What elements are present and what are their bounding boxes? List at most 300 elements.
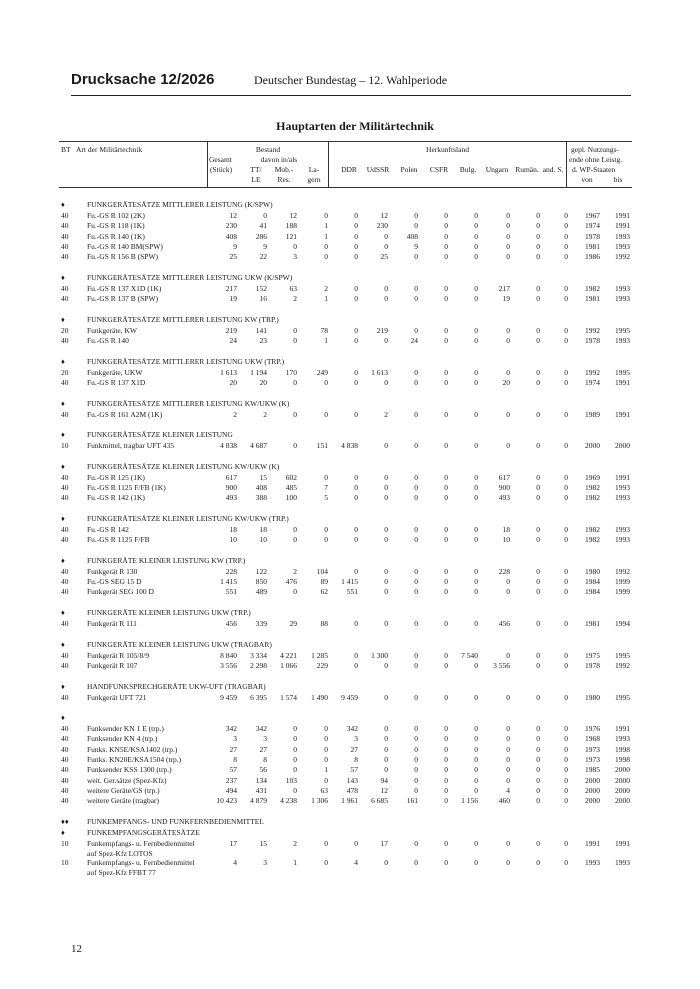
cell-ttle: 22 (259, 252, 267, 262)
cell-bis: 1992 (615, 566, 630, 576)
cell-ttle: 56 (259, 765, 267, 775)
cell-bt: 40 (61, 409, 69, 419)
cell-ttle: 3 (263, 734, 267, 744)
cell-ddr: 0 (354, 367, 358, 377)
cell-csfr: 0 (444, 535, 448, 545)
cell-and-s: 0 (564, 577, 568, 587)
cell-rumaen: 0 (536, 765, 540, 775)
cell-bt: 40 (61, 755, 69, 764)
cell-udssr: 2 (384, 409, 388, 419)
cell-udssr: 0 (384, 441, 388, 451)
cell-bis: 1993 (615, 483, 630, 492)
cell-and-s: 0 (564, 755, 568, 764)
col-ddr: DDR (341, 165, 357, 174)
cell-mob: 12 (289, 211, 297, 220)
section-heading: FUNKGERÄTE KLEINER LEISTUNG UKW (TRP.) (87, 608, 251, 617)
cell-gesamt: 24 (229, 336, 237, 345)
cell-ungarn: 0 (506, 577, 510, 587)
section-heading: FUNKGERÄTESÄTZE KLEINER LEISTUNG KW/UKW (K) (87, 461, 280, 471)
cell-polen: 24 (410, 336, 418, 345)
col-mob-2: Res. (277, 175, 291, 184)
cell-ddr: 0 (354, 838, 358, 848)
cell-bulg: 0 (474, 241, 478, 251)
cell-ddr: 0 (354, 336, 358, 345)
cell-gesamt: 230 (225, 221, 237, 231)
cell-bis: 1993 (615, 294, 630, 304)
cell-rumaen: 0 (536, 409, 540, 419)
cell-bulg: 0 (474, 619, 478, 628)
cell-udssr: 0 (384, 734, 388, 744)
cell-gesamt: 25 (229, 252, 237, 262)
cell-mob: 0 (293, 724, 297, 734)
cell-and-s: 0 (564, 294, 568, 304)
document-number: Drucksache 12/2026 (71, 71, 215, 88)
section-marker-icon: ♦ (61, 713, 65, 723)
cell-bt: 40 (61, 796, 69, 806)
cell-bulg: 0 (474, 660, 478, 670)
section-heading: FUNKGERÄTESÄTZE KLEINER LEISTUNG KW/UKW (TRP.) (87, 513, 289, 523)
cell-gesamt: 8 840 (220, 650, 237, 660)
cell-csfr: 0 (444, 483, 448, 492)
cell-and-s: 0 (564, 619, 568, 628)
cell-polen: 0 (414, 734, 418, 744)
cell-lagern: 249 (316, 367, 328, 377)
cell-lagern: 0 (324, 755, 328, 764)
cell-udssr: 0 (384, 577, 388, 587)
cell-bt: 40 (61, 483, 69, 492)
cell-ttle: 4 687 (250, 441, 267, 451)
cell-bulg: 0 (474, 535, 478, 545)
cell-bis: 1991 (615, 409, 630, 419)
cell-lagern: 1 490 (311, 692, 328, 702)
cell-von: 1974 (585, 377, 600, 387)
cell-csfr: 0 (444, 524, 448, 534)
cell-ungarn: 0 (506, 692, 510, 702)
cell-ttle: 339 (255, 619, 267, 628)
cell-and-s: 0 (564, 441, 568, 451)
section-heading: FUNKEMPFANGS- UND FUNKFERNBEDIENMITTEL (87, 816, 264, 826)
cell-bulg: 0 (474, 294, 478, 304)
cell-bulg: 0 (474, 785, 478, 795)
cell-ttle: 408 (255, 483, 267, 492)
cell-udssr: 0 (384, 755, 388, 764)
cell-mob: 0 (293, 587, 297, 597)
cell-rumaen: 0 (536, 650, 540, 660)
cell-ttle: 850 (255, 577, 267, 587)
cell-ddr: 4 (354, 858, 358, 868)
cell-ddr: 0 (354, 294, 358, 304)
cell-ddr: 143 (346, 775, 358, 785)
section-marker-icon: ♦ (61, 356, 65, 366)
cell-ddr: 551 (346, 587, 358, 597)
header-top-rule (59, 141, 632, 142)
cell-ungarn: 18 (502, 524, 510, 534)
cell-bt: 40 (61, 566, 69, 576)
cell-and-s: 0 (564, 221, 568, 231)
cell-ttle: 3 (263, 858, 267, 868)
cell-rumaen: 0 (536, 283, 540, 293)
section-marker-icon: ♦ (61, 681, 65, 691)
cell-von: 1978 (585, 660, 600, 670)
cell-polen: 0 (414, 566, 418, 576)
cell-mob: 602 (285, 472, 297, 482)
cell-gesamt: 1 415 (220, 577, 237, 587)
cell-von: 1982 (585, 283, 600, 293)
cell-ttle: 41 (259, 221, 267, 231)
cell-bis: 1999 (615, 577, 630, 587)
cell-bis: 1991 (615, 724, 630, 734)
cell-von: 1981 (585, 294, 600, 304)
cell-ddr: 4 838 (341, 441, 358, 451)
cell-gesamt: 4 838 (220, 441, 237, 451)
cell-rumaen: 0 (536, 755, 540, 764)
cell-art: Funkgerät R 130 (87, 566, 138, 576)
cell-art: Funkgerät R 105/8/9 (87, 650, 150, 660)
cell-udssr: 1 300 (371, 650, 388, 660)
cell-rumaen: 0 (536, 775, 540, 785)
cell-mob: 0 (293, 377, 297, 387)
cell-von: 1976 (585, 724, 600, 734)
cell-polen: 0 (414, 692, 418, 702)
cell-lagern: 89 (320, 577, 328, 587)
cell-lagern: 1 306 (311, 796, 328, 806)
cell-ttle: 152 (255, 283, 267, 293)
section-marker-icon: ♦ (61, 200, 65, 209)
cell-csfr: 0 (444, 650, 448, 660)
cell-art: Fu.-GS R 125 (1K) (87, 472, 145, 482)
header-bottom-rule (59, 187, 632, 188)
section-marker-icon: ♦ (61, 608, 65, 617)
cell-gesamt: 219 (225, 325, 237, 335)
cell-ungarn: 0 (506, 325, 510, 335)
cell-lagern: 2 (324, 283, 328, 293)
cell-bt: 10 (61, 858, 69, 868)
cell-ungarn: 3 556 (493, 660, 510, 670)
cell-mob: 0 (293, 744, 297, 754)
col-nutzung-1: gepl. Nutzungs- (571, 145, 619, 154)
cell-von: 1973 (585, 755, 600, 764)
col-herkunft: Herkunftsland (426, 145, 469, 154)
cell-and-s: 0 (564, 692, 568, 702)
cell-ungarn: 0 (506, 775, 510, 785)
cell-bulg: 0 (474, 524, 478, 534)
section-marker-icon: ♦ (61, 461, 65, 471)
cell-bulg: 0 (474, 409, 478, 419)
cell-art: Funksender KSS 1300 (trp.) (87, 765, 172, 775)
cell-bt: 40 (61, 692, 69, 702)
cell-ddr: 0 (354, 409, 358, 419)
cell-lagern: 0 (324, 775, 328, 785)
cell-von: 1974 (585, 221, 600, 231)
cell-and-s: 0 (564, 252, 568, 262)
cell-and-s: 0 (564, 744, 568, 754)
cell-udssr: 0 (384, 294, 388, 304)
cell-ttle: 8 (263, 755, 267, 764)
cell-bt: 40 (61, 336, 69, 345)
cell-von: 1986 (585, 252, 600, 262)
section-heading: FUNKGERÄTESÄTZE KLEINER LEISTUNG (87, 430, 233, 440)
cell-csfr: 0 (444, 692, 448, 702)
cell-gesamt: 10 (229, 535, 237, 545)
cell-gesamt: 237 (225, 775, 237, 785)
cell-bis: 1991 (615, 838, 630, 848)
cell-von: 1989 (585, 409, 600, 419)
cell-bulg: 0 (474, 724, 478, 734)
cell-rumaen: 0 (536, 472, 540, 482)
cell-ungarn: 0 (506, 650, 510, 660)
cell-von: 1991 (585, 838, 600, 848)
cell-ttle: 141 (255, 325, 267, 335)
cell-lagern: 0 (324, 377, 328, 387)
cell-mob: 4 238 (280, 796, 297, 806)
cell-ddr: 0 (354, 566, 358, 576)
cell-bt: 40 (61, 241, 69, 251)
cell-rumaen: 0 (536, 785, 540, 795)
cell-ttle: 2 298 (250, 660, 267, 670)
cell-ungarn: 460 (498, 796, 510, 806)
cell-and-s: 0 (564, 493, 568, 503)
cell-and-s: 0 (564, 336, 568, 345)
cell-rumaen: 0 (536, 660, 540, 670)
col-csfr: CSFR (429, 165, 449, 174)
cell-bulg: 0 (474, 734, 478, 744)
cell-lagern: 0 (324, 472, 328, 482)
cell-polen: 0 (414, 744, 418, 754)
cell-art: Funkgerät R 107 (87, 660, 138, 670)
cell-ddr: 1 415 (341, 577, 358, 587)
cell-polen: 0 (414, 493, 418, 503)
cell-ttle: 10 (259, 535, 267, 545)
cell-mob: 4 221 (280, 650, 297, 660)
cell-ddr: 57 (350, 765, 358, 775)
cell-bt: 40 (61, 734, 69, 744)
cell-csfr: 0 (444, 577, 448, 587)
cell-bt: 20 (61, 367, 69, 377)
cell-mob: 485 (285, 483, 297, 492)
cell-bis: 1995 (615, 692, 630, 702)
cell-polen: 0 (414, 409, 418, 419)
cell-lagern: 1 (324, 765, 328, 775)
col-von: von (581, 175, 593, 184)
cell-ddr: 0 (354, 231, 358, 241)
cell-mob: 2 (293, 566, 297, 576)
cell-lagern: 1 (324, 336, 328, 345)
cell-and-s: 0 (564, 724, 568, 734)
cell-bis: 1992 (615, 252, 630, 262)
parliament-session: Deutscher Bundestag – 12. Wahlperiode (254, 73, 448, 87)
cell-and-s: 0 (564, 566, 568, 576)
cell-ungarn: 0 (506, 252, 510, 262)
cell-and-s: 0 (564, 283, 568, 293)
cell-csfr: 0 (444, 775, 448, 785)
cell-csfr: 0 (444, 221, 448, 231)
cell-bulg: 7 540 (461, 650, 478, 660)
cell-bis: 2000 (615, 765, 630, 775)
cell-mob: 170 (285, 367, 297, 377)
cell-udssr: 0 (384, 241, 388, 251)
cell-csfr: 0 (444, 660, 448, 670)
cell-mob: 0 (293, 755, 297, 764)
cell-art: Fu.-GS R 1125 F/FB (87, 535, 150, 545)
cell-bis: 1993 (615, 241, 630, 251)
cell-von: 1968 (585, 734, 600, 744)
cell-art: Funkempfangs- u. Fernbedienmittel (87, 858, 195, 868)
cell-bulg: 0 (474, 692, 478, 702)
cell-bt: 40 (61, 775, 69, 785)
cell-ungarn: 0 (506, 724, 510, 734)
cell-csfr: 0 (444, 858, 448, 868)
cell-rumaen: 0 (536, 796, 540, 806)
cell-art: Funkgeräte, KW (87, 325, 137, 335)
cell-bulg: 0 (474, 483, 478, 492)
cell-von: 2000 (585, 785, 600, 795)
cell-rumaen: 0 (536, 692, 540, 702)
cell-udssr: 0 (384, 744, 388, 754)
cell-ddr: 0 (354, 241, 358, 251)
cell-bis: 1992 (615, 660, 630, 670)
cell-polen: 161 (406, 796, 418, 806)
cell-von: 1992 (585, 325, 600, 335)
cell-art: Funkgeräte, UKW (87, 367, 143, 377)
cell-polen: 0 (414, 483, 418, 492)
cell-bt: 40 (61, 744, 69, 754)
cell-ungarn: 19 (502, 294, 510, 304)
cell-mob: 0 (293, 441, 297, 451)
cell-rumaen: 0 (536, 744, 540, 754)
page-number: 12 (71, 943, 82, 955)
cell-csfr: 0 (444, 367, 448, 377)
cell-ddr: 9 459 (341, 692, 358, 702)
cell-and-s: 0 (564, 660, 568, 670)
cell-udssr: 6 685 (371, 796, 388, 806)
cell-and-s: 0 (564, 587, 568, 597)
cell-bulg: 0 (474, 577, 478, 587)
cell-ttle: 18 (259, 524, 267, 534)
cell-art: weitere Geräte (tragbar) (87, 796, 160, 806)
cell-mob: 476 (285, 577, 297, 587)
cell-bulg: 0 (474, 858, 478, 868)
cell-art: Funkmittel, tragbar UFT 435 (87, 441, 174, 451)
cell-udssr: 12 (380, 785, 388, 795)
cell-bis: 1993 (615, 231, 630, 241)
cell-art: Fu.-GS R 140 BM(SPW) (87, 241, 163, 251)
col-and-s: and. S. (542, 165, 564, 174)
cell-gesamt: 3 556 (220, 660, 237, 670)
cell-bt: 40 (61, 650, 69, 660)
cell-ungarn: 0 (506, 755, 510, 764)
cell-polen: 0 (414, 785, 418, 795)
cell-csfr: 0 (444, 325, 448, 335)
cell-polen: 0 (414, 724, 418, 734)
cell-bt: 40 (61, 493, 69, 503)
cell-bt: 40 (61, 211, 69, 220)
cell-art: Fu.-GS R 156 B (SPW) (87, 252, 159, 262)
cell-csfr: 0 (444, 734, 448, 744)
cell-bulg: 0 (474, 566, 478, 576)
cell-ddr: 0 (354, 619, 358, 628)
cell-art: Funkempfangs- u. Fernbedienmittel (87, 838, 195, 848)
cell-ttle: 20 (259, 377, 267, 387)
cell-von: 2000 (585, 775, 600, 785)
section-heading: FUNKGERÄTESÄTZE MITTLERER LEISTUNG (K/SPW) (87, 200, 273, 209)
cell-von: 1985 (585, 765, 600, 775)
cell-ddr: 8 (354, 755, 358, 764)
cell-bis: 1994 (615, 619, 630, 628)
cell-and-s: 0 (564, 483, 568, 492)
cell-bis: 1999 (615, 587, 630, 597)
cell-ttle: 0 (263, 211, 267, 220)
cell-von: 1981 (585, 241, 600, 251)
cell-csfr: 0 (444, 211, 448, 220)
cell-ddr: 0 (354, 211, 358, 220)
section-heading: FUNKGERÄTESÄTZE MITTLERER LEISTUNG KW (TRP.) (87, 314, 279, 324)
cell-von: 1967 (585, 211, 600, 220)
cell-rumaen: 0 (536, 367, 540, 377)
cell-csfr: 0 (444, 566, 448, 576)
col-mob-1: Mob.- (274, 165, 294, 174)
col-ttle-1: TT/ (250, 165, 262, 174)
cell-lagern: 104 (316, 566, 328, 576)
cell-rumaen: 0 (536, 221, 540, 231)
cell-rumaen: 0 (536, 734, 540, 744)
cell-polen: 0 (414, 775, 418, 785)
cell-bis: 1995 (615, 367, 630, 377)
cell-ddr: 0 (354, 524, 358, 534)
cell-ttle: 16 (259, 294, 267, 304)
section-marker-icon: ♦ (61, 555, 65, 565)
cell-bis: 2000 (615, 796, 630, 806)
cell-ttle: 27 (259, 744, 267, 754)
cell-ungarn: 217 (498, 283, 510, 293)
cell-and-s: 0 (564, 734, 568, 744)
cell-art: Funks. KN20E/KSA1504 (trp.) (87, 755, 182, 764)
cell-gesamt: 617 (225, 472, 237, 482)
cell-mob: 121 (285, 231, 297, 241)
cell-csfr: 0 (444, 755, 448, 764)
cell-ungarn: 900 (498, 483, 510, 492)
cell-gesamt: 12 (229, 211, 237, 220)
cell-bis: 1991 (615, 211, 630, 220)
cell-rumaen: 0 (536, 377, 540, 387)
cell-ungarn: 0 (506, 409, 510, 419)
cell-polen: 0 (414, 377, 418, 387)
cell-von: 1982 (585, 483, 600, 492)
cell-lagern: 78 (320, 325, 328, 335)
cell-bulg: 0 (474, 775, 478, 785)
cell-lagern: 0 (324, 535, 328, 545)
cell-bis: 2000 (615, 785, 630, 795)
cell-udssr: 0 (384, 283, 388, 293)
cell-polen: 408 (406, 231, 418, 241)
cell-gesamt: 19 (229, 294, 237, 304)
cell-bis: 1991 (615, 221, 630, 231)
cell-gesamt: 1 613 (220, 367, 237, 377)
cell-csfr: 0 (444, 336, 448, 345)
cell-ttle: 15 (259, 838, 267, 848)
cell-ddr: 478 (346, 785, 358, 795)
cell-rumaen: 0 (536, 325, 540, 335)
cell-bis: 1993 (615, 283, 630, 293)
cell-von: 1978 (585, 231, 600, 241)
cell-ddr: 0 (354, 283, 358, 293)
cell-polen: 0 (414, 838, 418, 848)
cell-bulg: 0 (474, 493, 478, 503)
cell-mob: 1 574 (280, 692, 297, 702)
cell-ungarn: 10 (502, 535, 510, 545)
cell-csfr: 0 (444, 765, 448, 775)
cell-mob: 2 (293, 838, 297, 848)
cell-mob: 3 (293, 252, 297, 262)
